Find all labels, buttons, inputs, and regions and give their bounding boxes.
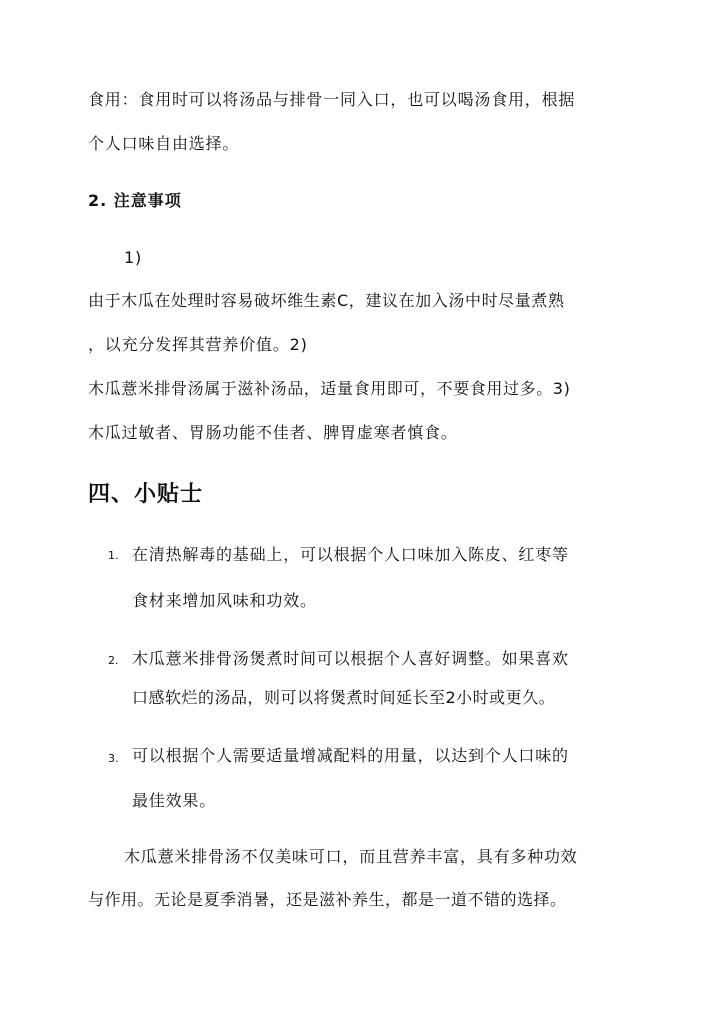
- usage-line-2: 个人口味自由选择。: [88, 134, 240, 153]
- tip-2-line-2: 口感软烂的汤品，则可以将煲煮时间延长至2小时或更久。: [132, 688, 556, 707]
- tip-2-number: 2.: [108, 654, 119, 667]
- notes-heading: 2. 注意事项: [88, 191, 182, 210]
- tips-heading: 四、小贴士: [88, 482, 204, 507]
- usage-line-1: 食用：食用时可以将汤品与排骨一同入口，也可以喝汤食用，根据: [88, 90, 576, 109]
- tip-1-line-1: 在清热解毒的基础上，可以根据个人口味加入陈皮、红枣等: [132, 545, 569, 564]
- notes-line-4: 木瓜过敏者、胃肠功能不佳者、脾胃虚寒者慎食。: [88, 423, 458, 442]
- tip-1-line-2: 食材来增加风味和功效。: [132, 591, 317, 610]
- tip-3-line-2: 最佳效果。: [132, 791, 217, 810]
- tip-2-line-1: 木瓜薏米排骨汤煲煮时间可以根据个人喜好调整。如果喜欢: [132, 649, 569, 668]
- tip-3-line-1: 可以根据个人需要适量增减配料的用量，以达到个人口味的: [132, 746, 569, 765]
- conclusion-line-2: 与作用。无论是夏季消暑，还是滋补养生，都是一道不错的选择。: [88, 890, 567, 909]
- notes-line-1: 由于木瓜在处理时容易破坏维生素C，建议在加入汤中时尽量煮熟: [88, 291, 565, 310]
- conclusion-line-1: 木瓜薏米排骨汤不仅美味可口，而且营养丰富，具有多种功效: [124, 847, 578, 866]
- tip-1-number: 1.: [108, 549, 119, 562]
- notes-item-1-marker: 1): [124, 248, 143, 267]
- tip-3-number: 3.: [108, 752, 119, 765]
- notes-line-3: 木瓜薏米排骨汤属于滋补汤品，适量食用即可，不要食用过多。3): [88, 379, 571, 398]
- notes-line-2: ，以充分发挥其营养价值。2): [88, 335, 308, 354]
